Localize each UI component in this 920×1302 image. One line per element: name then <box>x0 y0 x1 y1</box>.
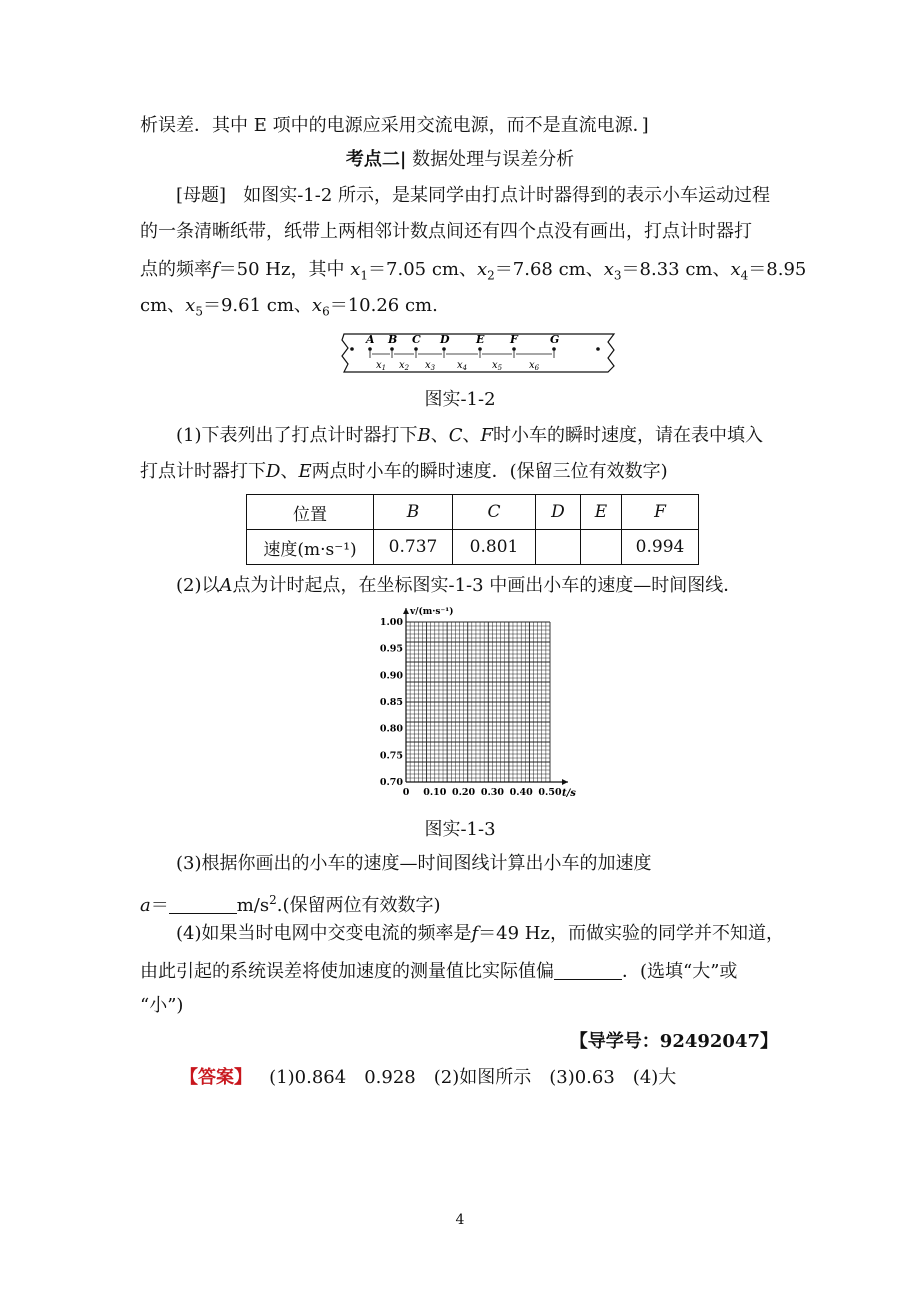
q2-line: (2)以A点为计时起点，在坐标图实-1-3 中画出小车的速度—时间图线． <box>176 575 742 596</box>
guide-number: 【导学号：92492047】 <box>569 1031 778 1052</box>
q3-line-2: $a= m/s^2$.(保留两位有效数字) <box>140 893 441 916</box>
q1-line-2: 打点计时器打下D、E两点时小车的瞬时速度．(保留三位有效数字) <box>140 461 668 482</box>
y-tick-label: 0.80 <box>379 723 403 735</box>
table-cell-F: 0.994 <box>622 530 699 565</box>
x-tick-label: 0.30 <box>480 787 504 798</box>
question-tag: [母题] <box>176 185 227 206</box>
answer-line <box>180 1066 676 1090</box>
paper-tape-figure <box>336 330 620 376</box>
table-cell-B: 0.737 <box>374 530 453 565</box>
q4-line-2: 由此引起的系统误差将使加速度的测量值比实际值偏 ．(选填“大”或 <box>140 961 738 982</box>
x-tick-label: 0.10 <box>423 787 447 798</box>
x-axis-arrow <box>562 779 568 785</box>
x-tick-label: 0.40 <box>509 787 533 798</box>
y-tick-label: 0.85 <box>379 697 403 708</box>
table-header-cell: D <box>536 495 581 530</box>
tape-segment-label: $x_1$ <box>376 360 387 372</box>
answer-label: 【答案】 <box>180 1067 252 1088</box>
y-tick-label: 0.70 <box>379 777 403 788</box>
q4-line-1: (4)如果当时电网中交变电流的频率是f＝49 Hz，而做实验的同学并不知道， <box>176 923 784 944</box>
answer-text: (1)0.864 0.928 (2)如图所示 (3)0.63 (4)大 <box>269 1067 677 1088</box>
q4-line-3: “小”) <box>140 995 184 1016</box>
prev-answer-tail: 析误差．其中 E 项中的电源应采用交流电源，而不是直流电源．] <box>140 115 649 136</box>
figure-caption-grid: 图实-1-3 <box>424 819 496 840</box>
tape-segment-label: $x_3$ <box>425 360 436 372</box>
tape-segment-label: $x_6$ <box>529 360 540 372</box>
table-header-cell: E <box>581 495 622 530</box>
y-tick-label: 1.00 <box>379 617 403 628</box>
q1-line-1: (1)下表列出了打点计时器打下B、C、F时小车的瞬时速度，请在表中填入 <box>176 425 764 446</box>
tape-point-label: G <box>550 333 560 346</box>
y-tick-label: 0.95 <box>379 643 403 655</box>
grid-lines <box>406 622 550 782</box>
intro-line-3: 点的频率f＝50 Hz，其中 $x_1=7.05$ cm、$x_2=7.68$ cm、$x_3=8.33$ cm、$x_4=8.95$ <box>140 259 807 283</box>
intro-text: 如图实-1-2 所示，是某同学由打点计时器得到的表示小车运动过程 <box>243 185 771 206</box>
tape-segment-label: $x_4$ <box>457 360 468 372</box>
table-header-cell: F <box>622 495 699 530</box>
section-heading <box>0 148 920 172</box>
x-tick-label: 0 <box>402 787 410 798</box>
tape-segment-label: $x_5$ <box>492 360 503 372</box>
x-tick-label: 0.20 <box>452 787 476 798</box>
y-axis-arrow <box>403 608 409 614</box>
tape-point-label: E <box>476 333 485 346</box>
intro-line-4: cm、$x_5=9.61$ cm、$x_6=10.26$ cm. <box>140 295 438 319</box>
table-header-cell: 位置 <box>247 495 374 530</box>
table-header-cell: C <box>453 495 536 530</box>
section-title: 考点二| <box>345 149 407 170</box>
section-subtitle: 数据处理与误差分析 <box>412 149 575 170</box>
tape-point-label: F <box>510 333 518 346</box>
table-header-row <box>247 495 699 530</box>
q3-line-1: (3)根据你画出的小车的速度—时间图线计算出小车的加速度 <box>176 853 652 874</box>
tape-segment-label: $x_2$ <box>399 360 410 372</box>
table-row <box>247 530 699 565</box>
y-tick-label: 0.90 <box>379 670 403 682</box>
table-header-cell: B <box>374 495 453 530</box>
page-number: 4 <box>455 1212 465 1228</box>
table-cell-C: 0.801 <box>453 530 536 565</box>
tape-point-label: B <box>388 333 398 346</box>
figure-caption-tape: 图实-1-2 <box>424 389 496 410</box>
answer-blank-bias[interactable] <box>554 961 622 980</box>
intro-line-2: 的一条清晰纸带，纸带上两相邻计数点间还有四个点没有画出，打点计时器打 <box>140 221 752 242</box>
tape-point-label: D <box>440 333 450 346</box>
x-axis-label: t/s <box>562 788 576 799</box>
tape-point-label: C <box>412 333 421 346</box>
speed-table <box>246 494 699 565</box>
table-cell-D[interactable] <box>536 530 581 565</box>
table-row-label: 速度(m·s⁻¹) <box>247 530 374 565</box>
tape-point-label: A <box>366 333 375 346</box>
y-axis-label: v/(m·s⁻¹) <box>410 607 454 617</box>
table-cell-E[interactable] <box>581 530 622 565</box>
y-tick-label: 0.75 <box>379 750 403 762</box>
x-tick-label: 0.50 <box>538 787 562 798</box>
answer-blank-acceleration[interactable] <box>169 895 237 914</box>
velocity-time-grid[interactable] <box>370 600 590 806</box>
intro-line-1 <box>176 184 770 208</box>
